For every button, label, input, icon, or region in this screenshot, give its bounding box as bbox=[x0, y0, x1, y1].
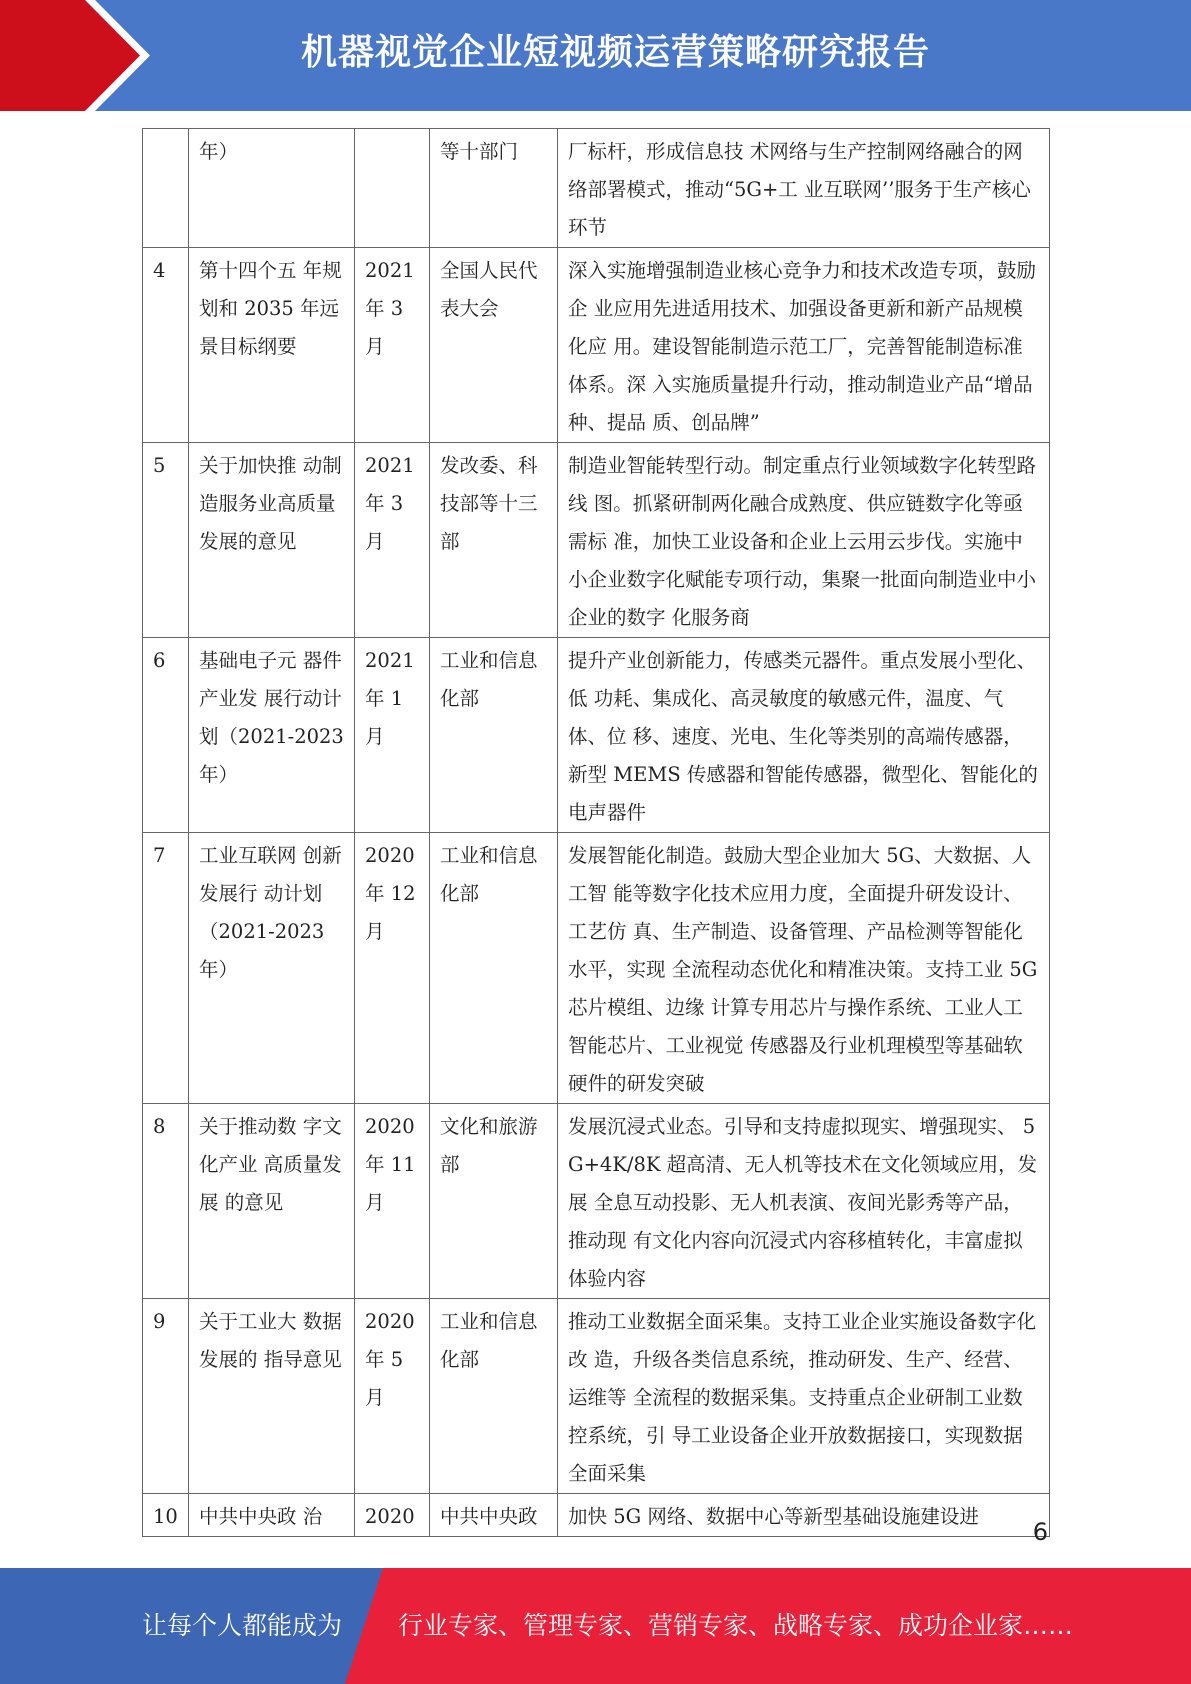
row-number bbox=[143, 129, 189, 248]
policy-table bbox=[142, 128, 1050, 1537]
policy-content: 制造业智能转型行动。制定重点行业领域数字化转型路线 图。抓紧研制两化融合成熟度、供应链数字化等亟需标 准，加快工业设备和企业上云用云步伐。实施中小企业数字化赋能专项行动，集聚一批面向制造业中小企业的数字 化服务商 bbox=[558, 443, 1050, 638]
policy-content: 发展智能化制造。鼓励大型企业加大 5G、大数据、人工智 能等数字化技术应用力度，全面提升研发设计、工艺仿 真、生产制造、设备管理、产品检测等智能化水平，实现 全流程动态优化和精准决策。支持工业 5G 芯片模组、边缘 计算专用芯片与操作系统、工业人工智能芯片、工业视觉 传感器及行业机理模型等基础软硬件的研发突破 bbox=[558, 833, 1050, 1104]
row-number: 8 bbox=[143, 1104, 189, 1299]
policy-name: 工业互联网 创新发展行 动计划（2021-2023 年） bbox=[189, 833, 355, 1104]
page-footer bbox=[0, 1568, 1191, 1684]
row-number: 4 bbox=[143, 248, 189, 443]
row-number: 9 bbox=[143, 1299, 189, 1494]
issuing-body: 等十部门 bbox=[430, 129, 558, 248]
page-number: 6 bbox=[1032, 1518, 1048, 1546]
footer-slogan-left: 让每个人都能成为 bbox=[142, 1611, 343, 1640]
policy-name: 关于加快推 动制造服务业高质量发展的意见 bbox=[189, 443, 355, 638]
issuing-body: 中共中央政 bbox=[430, 1494, 558, 1537]
policy-name: 关于推动数 字文化产业 高质量发展 的意见 bbox=[189, 1104, 355, 1299]
policy-content: 推动工业数据全面采集。支持工业企业实施设备数字化改 造，升级各类信息系统，推动研发、生产、经营、运维等 全流程的数据采集。支持重点企业研制工业数控系统，引 导工业设备企业开放数据接口，实现数据全面采集 bbox=[558, 1299, 1050, 1494]
policy-content: 加快 5G 网络、数据中心等新型基础设施建设进 bbox=[558, 1494, 1050, 1537]
policy-content: 厂标杆，形成信息技 术网络与生产控制网络融合的网络部署模式，推动“5G+工 业互联网’’服务于生产核心环节 bbox=[558, 129, 1050, 248]
policy-name: 年） bbox=[189, 129, 355, 248]
row-number: 5 bbox=[143, 443, 189, 638]
issuing-body: 工业和信息化部 bbox=[430, 833, 558, 1104]
issue-date: 2020 年 5 月 bbox=[355, 1299, 430, 1494]
page-header bbox=[0, 0, 1191, 111]
issue-date bbox=[355, 129, 430, 248]
table-row bbox=[143, 1104, 1050, 1299]
policy-content: 发展沉浸式业态。引导和支持虚拟现实、增强现实、 5G+4K/8K 超高清、无人机等技术在文化领域应用，发展 全息互动投影、无人机表演、夜间光影秀等产品，推动现 有文化内容向沉浸式内容移植转化，丰富虚拟体验内容 bbox=[558, 1104, 1050, 1299]
issue-date: 2020 年 11 月 bbox=[355, 1104, 430, 1299]
issue-date: 2020 年 12 月 bbox=[355, 833, 430, 1104]
issue-date: 2021 年 3 月 bbox=[355, 248, 430, 443]
issuing-body: 文化和旅游部 bbox=[430, 1104, 558, 1299]
policy-name: 第十四个五 年规划和 2035 年远 景目标纲要 bbox=[189, 248, 355, 443]
footer-slogan-right: 行业专家、管理专家、营销专家、战略专家、成功企业家…… bbox=[398, 1611, 1074, 1640]
issuing-body: 工业和信息化部 bbox=[430, 1299, 558, 1494]
report-title: 机器视觉企业短视频运营策略研究报告 bbox=[300, 32, 930, 73]
issue-date: 2021 年 1 月 bbox=[355, 638, 430, 833]
table-row bbox=[143, 443, 1050, 638]
policy-content: 提升产业创新能力，传感类元器件。重点发展小型化、低 功耗、集成化、高灵敏度的敏感元件，温度、气体、位 移、速度、光电、生化等类别的高端传感器，新型 MEMS 传感器和智能传感器，微型化、智能化的电声器件 bbox=[558, 638, 1050, 833]
table-row bbox=[143, 1299, 1050, 1494]
table-row bbox=[143, 248, 1050, 443]
issuing-body: 工业和信息化部 bbox=[430, 638, 558, 833]
issue-date: 2021 年 3 月 bbox=[355, 443, 430, 638]
table-row bbox=[143, 638, 1050, 833]
policy-name: 关于工业大 数据发展的 指导意见 bbox=[189, 1299, 355, 1494]
issue-date: 2020 bbox=[355, 1494, 430, 1537]
table-row bbox=[143, 833, 1050, 1104]
row-number: 7 bbox=[143, 833, 189, 1104]
table-row bbox=[143, 129, 1050, 248]
issuing-body: 发改委、科技部等十三部 bbox=[430, 443, 558, 638]
issuing-body: 全国人民代表大会 bbox=[430, 248, 558, 443]
table-row bbox=[143, 1494, 1050, 1537]
row-number: 6 bbox=[143, 638, 189, 833]
row-number: 10 bbox=[143, 1494, 189, 1537]
policy-name: 基础电子元 器件产业发 展行动计划（2021-2023 年） bbox=[189, 638, 355, 833]
policy-name: 中共中央政 治 bbox=[189, 1494, 355, 1537]
policy-content: 深入实施增强制造业核心竞争力和技术改造专项，鼓励企 业应用先进适用技术、加强设备更新和新产品规模化应 用。建设智能制造示范工厂，完善智能制造标准体系。深 入实施质量提升行动，推动制造业产品“增品种、提品 质、创品牌” bbox=[558, 248, 1050, 443]
